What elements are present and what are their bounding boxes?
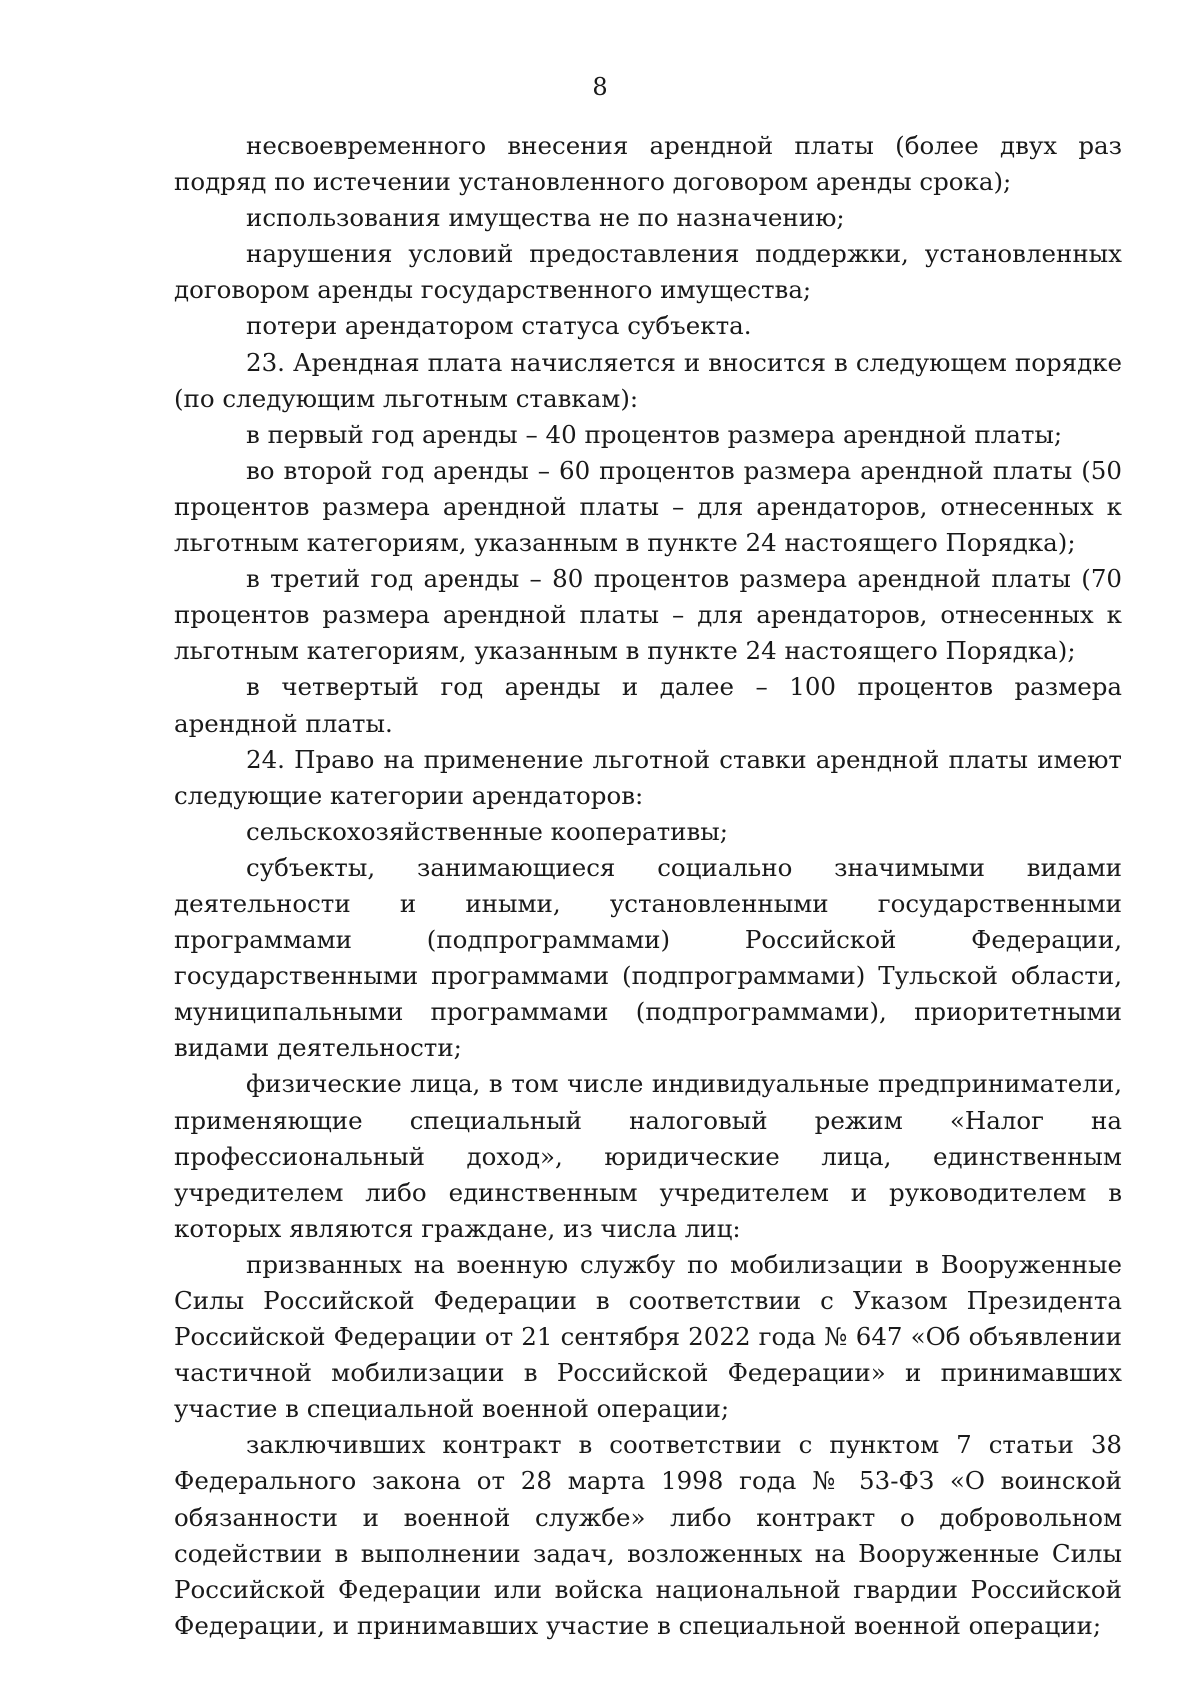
paragraph-clause-24: 24. Право на применение льготной ставки арендной платы имеют следующие категории арендаторов: [174,744,1122,810]
paragraph-late-payment: несвоевременного внесения арендной платы (более двух раз подряд по истечении установленного договором аренды срока); [174,131,1122,197]
paragraph-clause-23: 23. Арендная плата начисляется и вносится в следующем порядке (по следующим льготным ставкам): [174,347,1122,413]
paragraph-year-4: в четвертый год аренды и далее – 100 процентов размера арендной платы. [174,672,1122,738]
page-number: 8 [592,73,608,101]
paragraph-year-3: в третий год аренды – 80 процентов размера арендной платы (70 процентов размера арендной платы – для арендаторов, отнесенных к льготным категориям, указанным в пункте 24 настоящего Порядка); [174,564,1122,666]
paragraph-year-1: в первый год аренды – 40 процентов размера арендной платы; [246,419,1063,449]
paragraph-mobilized: призванных на военную службу по мобилизации в Вооруженные Силы Российской Федерации в соответствии с Указом Президента Российской Федерации от 21 сентября 2022 года № 647 «Об объявлении частичной мобилизации в Российской Федерации» и принимавших участие в специальной военной операции; [174,1249,1122,1424]
paragraph-misuse: использования имущества не по назначению; [246,203,845,233]
paragraph-individuals: физические лица, в том числе индивидуальные предприниматели, применяющие специальный налоговый режим «Налог на профессиональный доход», юридические лица, единственным учредителем либо единственным учредителем и руководителем в которых являются граждане, из числа лиц: [174,1069,1122,1243]
paragraph-cooperatives: сельскохозяйственные кооперативы; [246,816,728,846]
document-body [174,128,1122,1644]
paragraph-status-loss: потери арендатором статуса субъекта. [246,311,752,341]
paragraph-contract: заключивших контракт в соответствии с пунктом 7 статьи 38 Федерального закона от 28 марта 1998 года № 53-ФЗ «О воинской обязанности и военной службе» либо контракт о добровольном содействии в выполнении задач, возложенных на Вооруженные Силы Российской Федерации или войска национальной гвардии Российской Федерации, и принимавших участие в специальной военной операции; [174,1430,1122,1640]
paragraph-support-violation: нарушения условий предоставления поддержки, установленных договором аренды государственного имущества; [174,239,1122,305]
paragraph-social-subjects: субъекты, занимающиеся социально значимыми видами деятельности и иными, установленными государственными программами (подпрограммами) Российской Федерации, государственными программами (подпрограммами) Тульской области, муниципальными программами (подпрограммами), приоритетными видами деятельности; [174,852,1122,1063]
paragraph-year-2: во второй год аренды – 60 процентов размера арендной платы (50 процентов размера арендной платы – для арендаторов, отнесенных к льготным категориям, указанным в пункте 24 настоящего Порядка); [174,455,1122,558]
